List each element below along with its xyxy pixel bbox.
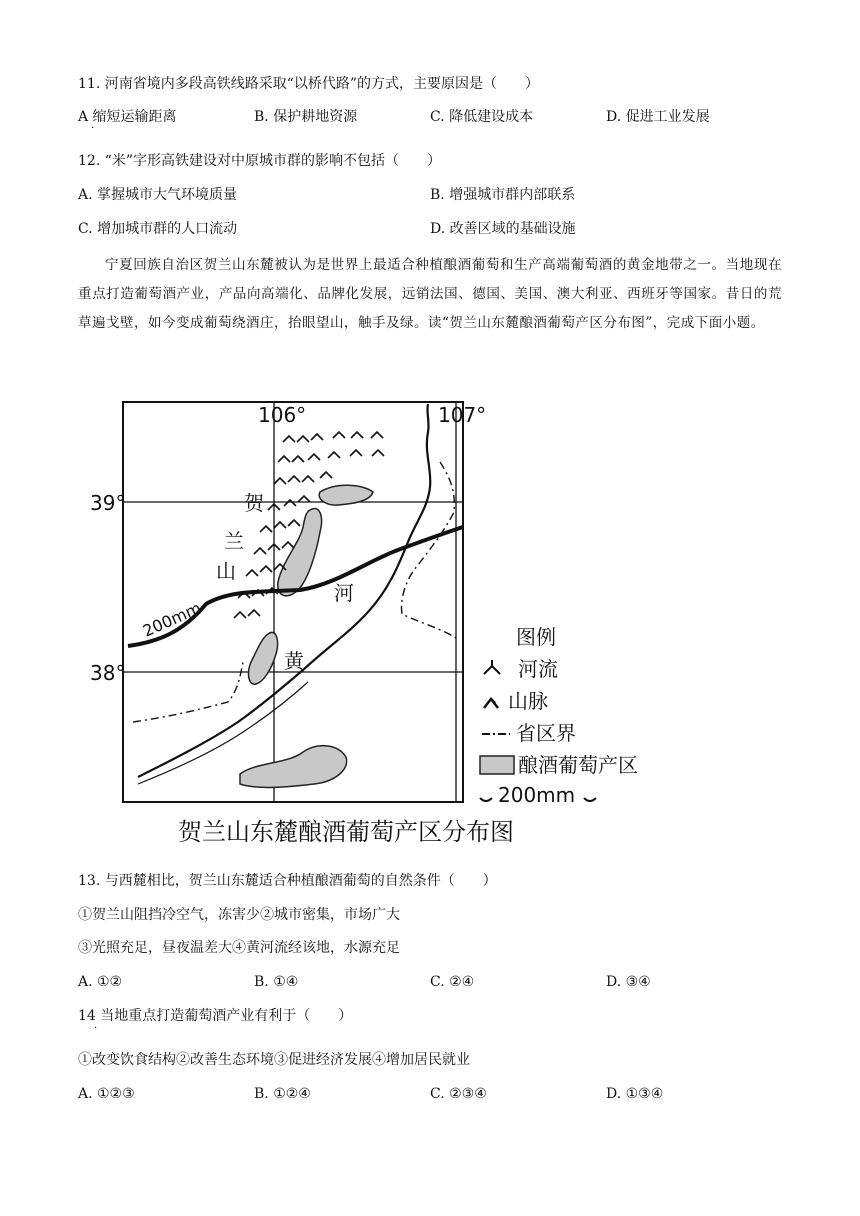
legend-boundary-label: 省区界 [516, 721, 576, 745]
q14-option-b: B. ①②④ [254, 1086, 311, 1102]
vineyard-region-southeast [240, 746, 347, 788]
mountain-label-he: 贺 [244, 491, 264, 515]
q13-items-line-1: ①贺兰山阻挡冷空气，冻害少②城市密集，市场广大 [78, 907, 400, 923]
q13-option-c: C. ②④ [430, 974, 475, 990]
q13-option-b: B. ①④ [254, 974, 299, 990]
legend-title: 图例 [516, 625, 556, 649]
q11-option-d: D. 促进工业发展 [606, 109, 710, 125]
legend-isohyet-label: 200mm [498, 783, 576, 807]
q11-option-a: A 缩短运输距离 [78, 109, 177, 125]
q11-stem: 11. 河南省境内多段高铁线路采取“以桥代路”的方式，主要原因是（ ） [78, 76, 540, 92]
legend-mountain-label: 山脉 [508, 689, 548, 713]
mountain-label-lan: 兰 [224, 529, 244, 553]
legend-river-icon [484, 660, 500, 674]
q13-option-a: A. ①② [78, 974, 123, 990]
q14-option-c: C. ②③④ [430, 1086, 487, 1102]
map-legend [480, 625, 638, 807]
q11-option-c: C. 降低建设成本 [430, 109, 534, 125]
vineyard-region-central [278, 509, 322, 596]
mountain-label-shan: 山 [216, 559, 236, 583]
q14-option-d: D. ①③④ [606, 1086, 664, 1102]
lon-107-label: 107° [438, 403, 487, 427]
q14-items-line-1: ①改变饮食结构②改善生态环境③促进经济发展④增加居民就业 [78, 1052, 470, 1068]
q14-mark: · [94, 1023, 98, 1034]
vineyard-region-south [249, 632, 278, 684]
q13-items-line-2: ③光照充足，昼夜温差大④黄河流经该地，水源充足 [78, 940, 400, 956]
q12-option-b: B. 增强城市群内部联系 [430, 187, 576, 203]
q11-option-b: B. 保护耕地资源 [254, 109, 358, 125]
q12-option-d: D. 改善区域的基础设施 [430, 221, 576, 237]
lon-106-label: 106° [258, 403, 307, 427]
legend-river-label: 河流 [518, 657, 558, 681]
lat-38-label: 38° [90, 661, 126, 685]
river-label-huang: 黄 [284, 649, 304, 673]
q13-option-d: D. ③④ [606, 974, 651, 990]
q12-option-a: A. 掌握城市大气环境质量 [78, 187, 238, 203]
q13-stem: 13. 与西麓相比，贺兰山东麓适合种植酿酒葡萄的自然条件（ ） [78, 873, 497, 889]
q11-mark: · [91, 123, 95, 134]
legend-vineyard-swatch [480, 756, 514, 774]
q12-option-c: C. 增加城市群的人口流动 [78, 221, 238, 237]
legend-isohyet-icon-left [480, 798, 492, 801]
q14-stem: 14 当地重点打造葡萄酒产业有利于（ ） [78, 1008, 353, 1024]
q12-stem: 12. “米”字形高铁建设对中原城市群的影响不包括（ ） [78, 153, 442, 169]
reading-passage: 宁夏回族自治区贺兰山东麓被认为是世界上最适合种植酿酒葡萄和生产高端葡萄酒的黄金地带之一。当地现在重点打造葡萄酒产业，产品向高端化、品牌化发展，远销法国、德国、美国、澳大利亚、西班牙等国家。昔日的荒草遍戈壁，如今变成葡萄绕酒庄，抬眼望山，触手及绿。读“贺兰山东麓酿酒葡萄产区分布图”，完成下面小题。 [78, 257, 782, 331]
map-figure [88, 392, 668, 852]
legend-vineyard-label: 酿酒葡萄产区 [518, 753, 638, 777]
legend-isohyet-icon-right [584, 798, 596, 801]
legend-mountain-icon [484, 699, 498, 708]
province-boundary-west [133, 662, 243, 722]
lat-39-label: 39° [90, 491, 126, 515]
map-svg [88, 392, 668, 852]
isohyet-label: 200mm [139, 598, 205, 641]
river-label-he: 河 [334, 581, 354, 605]
map-caption: 贺兰山东麓酿酒葡萄产区分布图 [178, 818, 514, 846]
q14-option-a: A. ①②③ [78, 1086, 135, 1102]
